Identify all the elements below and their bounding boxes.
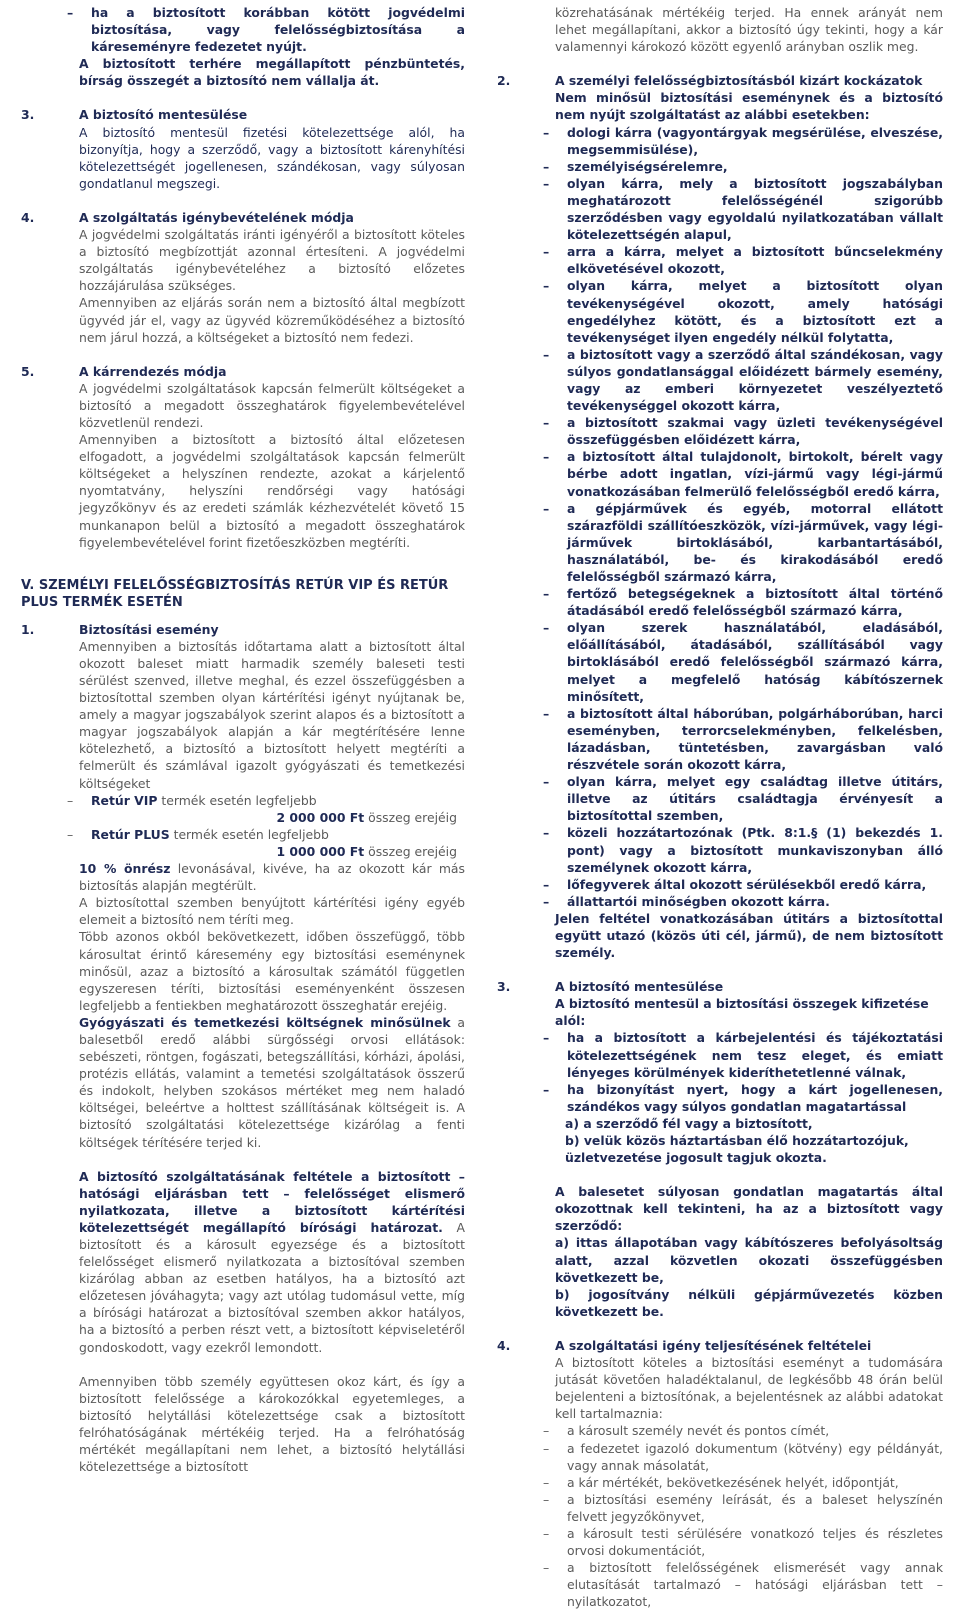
list-item: – Retúr PLUS termék esetén legfeljebb [21,826,465,843]
right-column [497,4,943,1610]
section-number: 4. [497,1337,511,1353]
sub-item: b) velük közös háztartásban élő hozzátartozójuk, üzletvezetése jogosult tagjuk okozta. [565,1133,909,1166]
list-item: – Retúr VIP termék esetén legfeljebb [21,792,465,809]
list-item: – ha a biztosított korábban kötött jogvédelmi biztosítása, vagy felelősségbiztosítása a káreseményre fedezetet nyújt. [21,4,465,55]
section-number: 3. [21,107,35,123]
list-item: – olyan kárra, melyet egy családtag illetve útitárs, illetve az útitárs családtagja érvényesít a biztosítottal szemben, [497,773,943,824]
section-4-igenybevetel [21,209,465,346]
paragraph: A balesetet súlyosan gondatlan magatartás által okozottnak kell tekinteni, ha az a biztosított vagy szerződő: [555,1184,943,1234]
paragraph: A biztosított köteles a biztosítási eseményt a tudomására jutását követően haladéktalanul, de legkésőbb 48 órán belül bejelenteni a biztosítónak, a bejelentésnek az alábbi adatokat kell tartalmaznia: [555,1355,943,1422]
section-4-igeny-teljesites [497,1337,943,1610]
section-number: 1. [21,621,35,637]
paragraph: Gyógyászati és temetkezési költségnek minősülnek a balesetből eredő alábbi sürgősségi orvosi ellátások: sebészeti, röntgen, fogászati, betegszállítási, kórházi, ápolási, protézis ellátás, valamint a temetési szolgáltatások összerű és indokolt, helyben szokásos mértéket meg nem haladó költségei, beleértve a holttest szállításának költségeit is. A biztosító szolgáltatási kötelezettsége kizárólag a fenti költségek térítésére terjed ki. [79,1014,465,1150]
list-item: – lőfegyverek által okozott sérülésekből eredő kárra, [497,876,943,893]
paragraph: Amennyiben a biztosítás időtartama alatt a biztosított által okozott baleset miatt harmadik személy baleseti testi sérülést szenved, illetve meghal, és ezzel összefüggésben a biztosítottal szemben olyan kártérítési igényt nyújtanak be, amely a magyar jogszabályok szerint alapos és a biztosított a magyar jogszabályok alapján a kár megtérítésére lenne kötelezhető, a biztosító a biztosított helyett megtéríti a felmerült és számlával igazolt gyógyászati és temetkezési költségeket [79,638,465,791]
paragraph: Jelen feltétel vonatkozásában útitárs a biztosítottal együtt utazó (közös úti cél, jármű), de nem biztosított személy. [555,910,943,961]
paragraph: Amennyiben a biztosított a biztosító által előzetesen elfogadott, a jogvédelmi szolgáltatások kapcsán felmerült költségeket a helyszínen rendezte, azokat a kárjelentő nyomtatvány, helyszíni rendőrségi vagy hatósági jegyzőkönyv és az eredeti számlák kézhezvételét követő 15 munkanapon belül a biztosító a megadott összeghatárok figyelembevételével forint fizetőeszközben megtéríti. [79,432,465,550]
amount-line: 2 000 000 Ft összeg erejéig [276,809,457,825]
list-item: – a biztosított által tulajdonolt, birtokolt, bérelt vagy bérbe adott ingatlan, vízi-jármű vagy légi-jármű vonatkozásában felmerülő felelősségből eredő kárra, [497,448,943,499]
section-number: 4. [21,209,35,225]
section-number: 3. [497,979,511,995]
lettered-item: a) ittas állapotában vagy kábítószeres befolyásoltság alatt, azzal közvetlen okozati összefüggésben következett be, [555,1235,943,1285]
list-item: – dologi kárra (vagyontárgyak megsérülése, elveszése, megsemmisülése), [497,124,943,158]
section-3-mentesules [21,106,465,191]
paragraph: Több azonos okból bekövetkezett, időben összefüggő, több károsultat érintő káresemény egy biztosítási eseménynek minősül, azaz a biztosító a károsultak számától független egyszeresen téríti, biztosítási eseményenként összesen legfeljebb a fentiekben meghatározott összeghatár erejéig. [79,929,465,1013]
list-item: – a biztosított szakmai vagy üzleti tevékenységével összefüggésben előidézett kárra, [497,414,943,448]
paragraph: A biztosító mentesül fizetési kötelezettsége alól, ha bizonyítja, hogy a szerződő, vagy a biztosított kárenyhítési kötelezettségét jogellenesen, szándékosan, vagy súlyosan gondatlanul megszegi. [79,124,465,191]
list-item: – arra a kárra, melyet a biztosított bűncselekmény elkövetésével okozott, [497,243,943,277]
list-item: – a kár mértékét, bekövetkezésének helyét, időpontját, [497,1474,943,1491]
list-item: – a gépjárművek és egyéb, motorral ellátott szárazföldi szállítóeszközök, vízi-járművek, vagy légi-járművek birtoklásából, karbantartásából, használatából, be- és kirakodásából eredő felelősségből származó kárra, [497,500,943,585]
list-item: – olyan szerek használatából, eladásából, előállításából, átadásából, szállításából vagy birtoklásából eredő felelősségből származó kárra, melyet a megfelelő hatóság kábítószernek minősített, [497,619,943,704]
paragraph: Nem minősül biztosítási eseménynek és a biztosító nem nyújt szolgáltatást az alábbi esetekben: [555,90,943,123]
list-item: – ha a biztosított a kárbejelentési és tájékoztatási kötelezettségének nem tesz eleget, és emiatt lényeges körülmények kideríthetetlenné válnak, [497,1029,943,1080]
section-5-karrendezes [21,363,465,551]
section-2-kizart-kockazatok [497,72,943,961]
section-title: A személyi felelősségbiztosításból kizárt kockázatok [555,73,923,89]
list-item: – a biztosítási esemény leírását, és a baleset helyszínén felvett jegyzőkönyvet, [497,1491,943,1525]
paragraph: közrehatásának mértékéig terjed. Ha ennek arányát nem lehet megállapítani, akkor a biztosító úgy tekinti, hogy a kár valamennyi károkozó között egyenlő arányban oszlik meg. [555,5,943,55]
section-title: A kárrendezés módja [79,363,227,379]
list-item: – állattartói minőségben okozott kárra. [497,893,943,910]
left-column [21,4,465,1475]
list-item: – a fedezetet igazoló dokumentum (kötvény) egy példányát, vagy annak másolatát, [497,1440,943,1474]
section-title: A szolgáltatási igény teljesítésének feltételei [555,1337,872,1353]
section-title: A biztosító mentesülése [555,979,724,995]
list-item: – a károsult testi sérülésére vonatkozó teljes és részletes orvosi dokumentációt, [497,1525,943,1559]
paragraph: A jogvédelmi szolgáltatás iránti igényéről a biztosított köteles a biztosító megbízottját azonnal értesíteni. A jogvédelmi szolgáltatás igénybevételéhez a biztosító előzetes hozzájárulása szükséges. [79,227,465,294]
section-title: A szolgáltatás igénybevételének módja [79,209,354,225]
lettered-item: b) jogosítvány nélküli gépjárművezetés közben következett be. [555,1286,943,1319]
paragraph: A biztosító mentesül a biztosítási összegek kifizetése alól: [555,996,929,1029]
list-item: – közeli hozzátartozónak (Ptk. 8:1.§ (1) bekezdés 1. pont) vagy a biztosított munkaviszonyban álló személynek okozott kárra, [497,824,943,875]
paragraph: 10 % önrész levonásával, kivéve, ha az okozott kár más biztosítás alapján megtérült. [79,861,465,894]
list-item: – olyan kárra, mely a biztosított jogszabályban meghatározott felelősségénél szigorúbb szerződésben vagy egyoldalú nyilatkozatában vállalt kötelezettségén alapul, [497,175,943,243]
list-item: – személyiségsérelemre, [497,158,943,175]
paragraph: A jogvédelmi szolgáltatások kapcsán felmerült költségeket a biztosító a megadott összeghatárok figyelembevételével közvetlenül rendezi. [79,380,465,430]
list-item: – a károsult személy nevét és pontos címét, [497,1422,943,1439]
section-number: 2. [497,73,511,89]
amount-line: 1 000 000 Ft összeg erejéig [276,843,457,859]
chapter-heading: V. SZEMÉLYI FELELŐSSÉGBIZTOSÍTÁS RETÚR VIP ÉS RETÚR PLUS TERMÉK ESETÉN [21,577,449,610]
list-item: – ha bizonyítást nyert, hogy a kárt jogellenesen, szándékos vagy súlyos gondatlan magatartással [497,1081,943,1115]
list-item: – a biztosított felelősségének elismerését vagy annak elutasítását tartalmazó – hatósági eljárásban tett – nyilatkozatot, [497,1559,943,1610]
list-item: – a biztosított által háborúban, polgárháborúban, harci eseményben, terrorcselekményben, felkelésben, lázadásban, tüntetésben, zavargásban való részvétele során okozott kárra, [497,705,943,773]
section-3-mentesules-right [497,978,943,1320]
section-title: A biztosító mentesülése [79,107,248,123]
paragraph: Amennyiben az eljárás során nem a biztosító által megbízott ügyvéd jár el, vagy az ügyvéd közreműködéséhez a biztosító nem járul hozzá, a költségeket a biztosító nem fedezi. [79,295,465,345]
sub-item: a) a szerződő fél vagy a biztosított, [565,1115,813,1131]
paragraph: A biztosítottal szemben benyújtott kártérítési igény egyéb elemeit a biztosító nem téríti meg. [79,895,465,928]
list-item: – a biztosított vagy a szerződő által szándékosan, vagy súlyos gondatlansággal előidézett bármely esemény, vagy az emberi környezetet veszélyeztető tevékenységgel okozott kárra, [497,346,943,414]
section-title: Biztosítási esemény [79,621,219,637]
list-item: – olyan kárra, melyet a biztosított olyan tevékenységével okozott, amely hatósági engedélyhez kötött, és a biztosított ezt a tevékenységet ilyen engedély nélkül folytatta, [497,277,943,345]
list-item: – fertőző betegségeknek a biztosított által történő átadásából eredő felelősségből származó kárra, [497,585,943,619]
paragraph: A biztosító szolgáltatásának feltétele a biztosított – hatósági eljárásban tett – felelősséget elismerő nyilatkozata, illetve a biztosított kártérítési kötelezettségét megállapító bírósági határozat. A biztosított és a károsult egyezsége és a biztosított felelősséget elismerő nyilatkozata a biztosítóval szemben kizárólag abban az esetben hatályos, ha a biztosító azt előzetesen jóváhagyta; vagy azt utólag tudomásul vette, míg a bírósági határozat a biztosítóval szemben akkor hatályos, ha a biztosító a perben részt vett, a biztosított képviseletéről gondoskodott, vagy ezekről lemondott. [79,1168,465,1355]
paragraph: A biztosított terhére megállapított pénzbüntetés, bírság összegét a biztosító nem vállalja át. [79,56,465,89]
section-number: 5. [21,363,35,379]
section-1-biztositasi-esemeny [21,621,465,1476]
paragraph: Amennyiben több személy együttesen okoz kárt, és így a biztosított felelőssége a károkozókkal egyetemleges, a biztosító helytállási kötelezettsége csak a biztosított felróhatóságának mértékéig terjed. Ha a felróhatóság mértékét megállapítani nem lehet, a biztosító helytállási kötelezettsége a biztosított [79,1373,465,1475]
